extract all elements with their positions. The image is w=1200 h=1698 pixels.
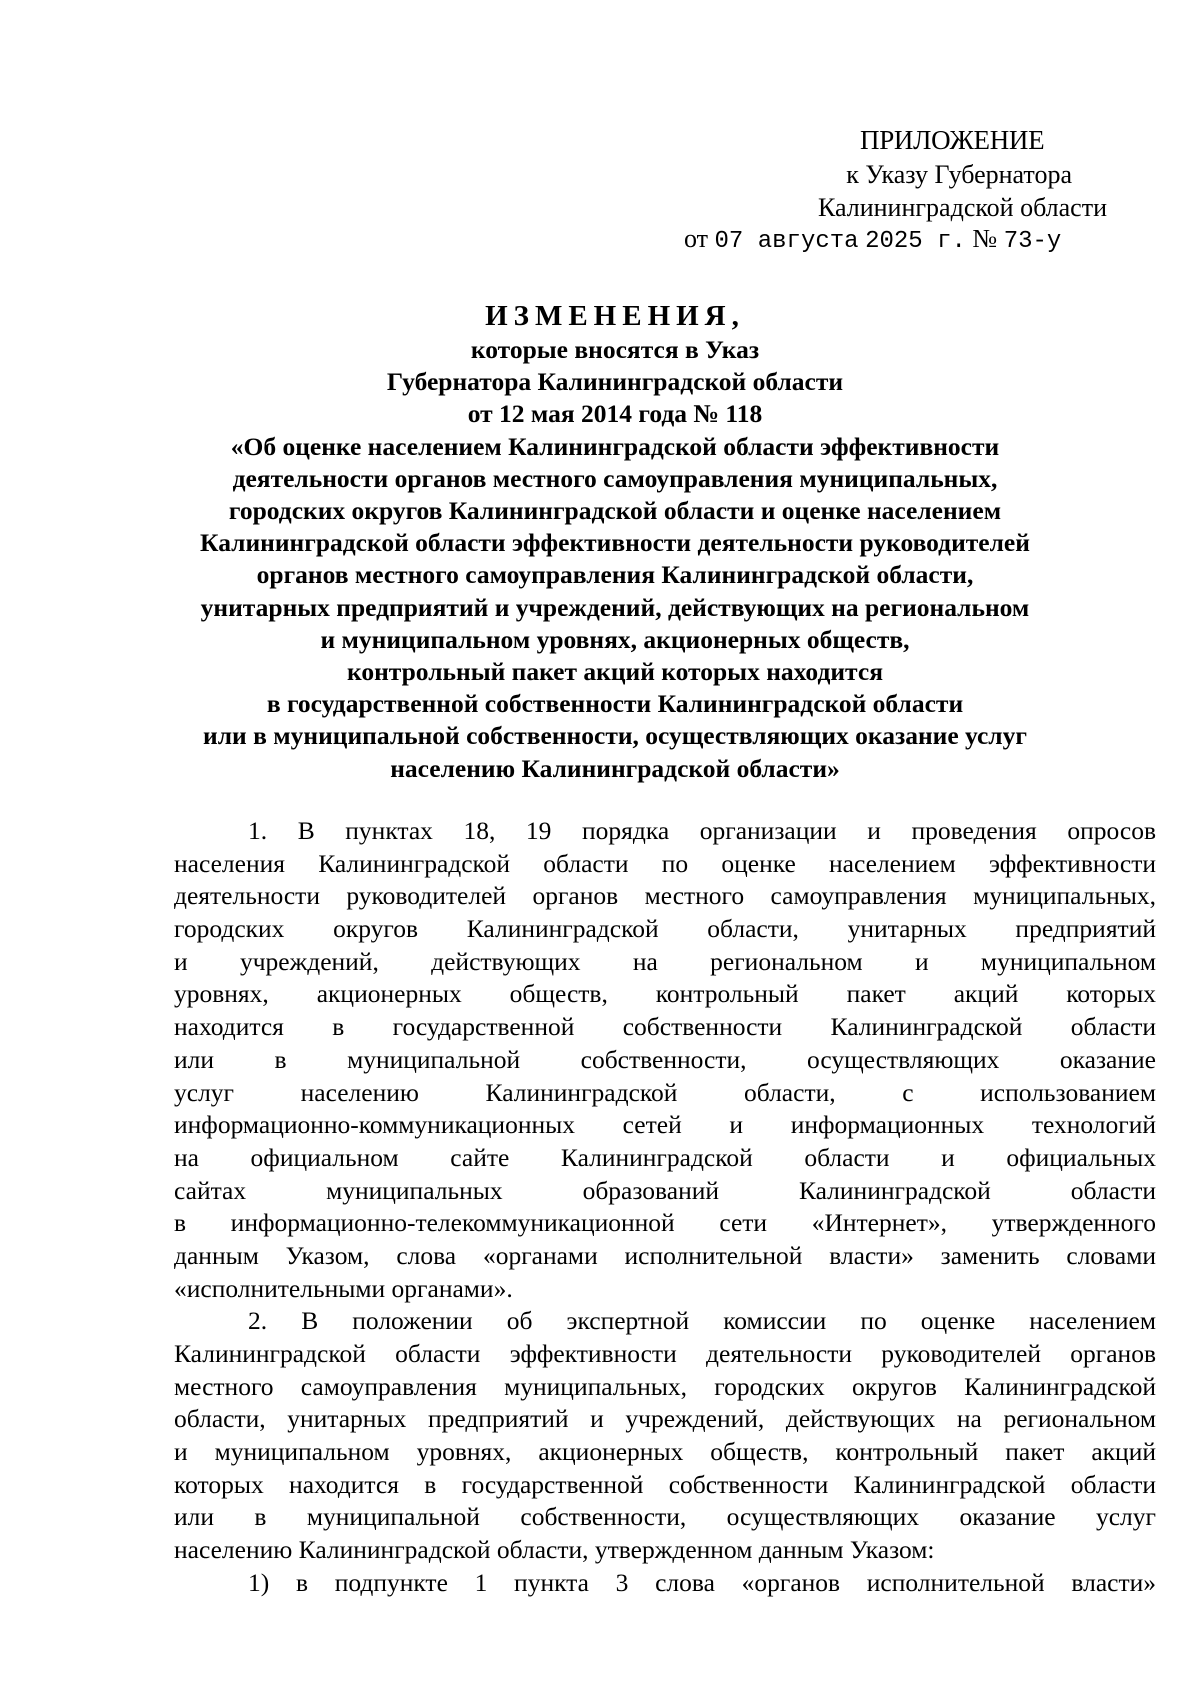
paragraph-2-line: и муниципальном уровнях, акционерных обществ, контрольный пакет акций [174, 1437, 1156, 1467]
paragraph-2-line: населению Калининградской области, утвержденном данным Указом: [174, 1535, 935, 1565]
paragraph-2-line: местного самоуправления муниципальных, городских округов Калининградской [174, 1371, 1156, 1401]
subitem-1-line: 1) в подпункте 1 пункта 3 слова «органов исполнительной власти» [248, 1567, 1156, 1597]
heading-line: от 12 мая 2014 года № 118 [467, 399, 763, 429]
paragraph-1-line: и учреждений, действующих на региональном и муниципальном [174, 946, 1156, 976]
annex-label: ПРИЛОЖЕНИЕ [860, 125, 1045, 155]
paragraph-1-line: городских округов Калининградской области, унитарных предприятий [174, 914, 1156, 944]
paragraph-2-line: которых находится в государственной собственности Калининградской области [174, 1469, 1156, 1499]
document-heading [170, 298, 1060, 785]
annex-number-sign: № [972, 224, 998, 253]
paragraph-1-line: в информационно-телекоммуникационной сети «Интернет», утвержденного [174, 1208, 1156, 1238]
annex-date-value: 07 августа [714, 228, 859, 255]
heading-line: или в муниципальной собственности, осуществляющих оказание услуг [203, 721, 1027, 751]
document-body [174, 815, 1156, 1600]
paragraph-1-line: данным Указом, слова «органами исполнительной власти» заменить словами [174, 1240, 1156, 1270]
annex-decree-ref: к Указу Губернатора [846, 160, 1072, 189]
paragraph-1-line: услуг населению Калининградской области, с использованием [174, 1077, 1156, 1107]
paragraph-2-line: Калининградской области эффективности деятельности руководителей органов [174, 1339, 1156, 1368]
annex-date-line [684, 223, 1061, 258]
paragraph-1-line: уровнях, акционерных обществ, контрольный пакет акций которых [174, 979, 1156, 1009]
paragraph-1-line: находится в государственной собственности Калининградской области [174, 1012, 1156, 1042]
heading-line: населению Калининградской области» [390, 753, 840, 783]
paragraph-1-line: «исполнительными органами». [174, 1273, 513, 1303]
paragraph-1-line: или в муниципальной собственности, осуществляющих оказание [174, 1044, 1156, 1074]
paragraph-2-line: или в муниципальной собственности, осуществляющих оказание услуг [174, 1502, 1156, 1532]
paragraph-1-line: на официальном сайте Калининградской области и официальных [174, 1142, 1156, 1172]
annex-number: 73-у [1003, 228, 1062, 255]
heading-line: Губернатора Калининградской области [386, 367, 844, 397]
heading-title: ИЗМЕНЕНИЯ, [485, 300, 745, 332]
heading-line: городских округов Калининградской области и оценке населением [228, 496, 1002, 526]
heading-line: которые вносятся в Указ [470, 335, 760, 364]
paragraph-1-line: населения Калининградской области по оценке населением эффективности [174, 848, 1156, 878]
paragraph-2-line: области, унитарных предприятий и учреждений, действующих на региональном [174, 1404, 1156, 1434]
paragraph-1-line: 1. В пунктах 18, 19 порядка организации и проведения опросов [248, 816, 1156, 845]
heading-line: унитарных предприятий и учреждений, действующих на региональном [200, 592, 1030, 622]
paragraph-1-line: сайтах муниципальных образований Калининградской области [174, 1175, 1156, 1205]
heading-line: деятельности органов местного самоуправления муниципальных, [232, 463, 998, 493]
heading-line: Калининградской области эффективности деятельности руководителей [200, 528, 1030, 558]
heading-line: в государственной собственности Калининградской области [266, 689, 964, 719]
annex-date-prefix: от [684, 224, 709, 253]
annex-region: Калининградской области [817, 193, 1107, 222]
annex-year: 2025 г. [865, 228, 966, 255]
heading-line: контрольный пакет акций которых находится [346, 657, 883, 687]
heading-line: «Об оценке населением Калининградской области эффективности [230, 431, 1000, 461]
paragraph-1-line: деятельности руководителей органов местного самоуправления муниципальных, [174, 881, 1156, 911]
heading-line: органов местного самоуправления Калининградской области, [256, 560, 974, 590]
paragraph-2-line: 2. В положении об экспертной комиссии по оценке населением [248, 1306, 1156, 1336]
paragraph-1-line: информационно-коммуникационных сетей и информационных технологий [174, 1110, 1156, 1140]
heading-line: и муниципальном уровнях, акционерных обществ, [320, 624, 910, 654]
